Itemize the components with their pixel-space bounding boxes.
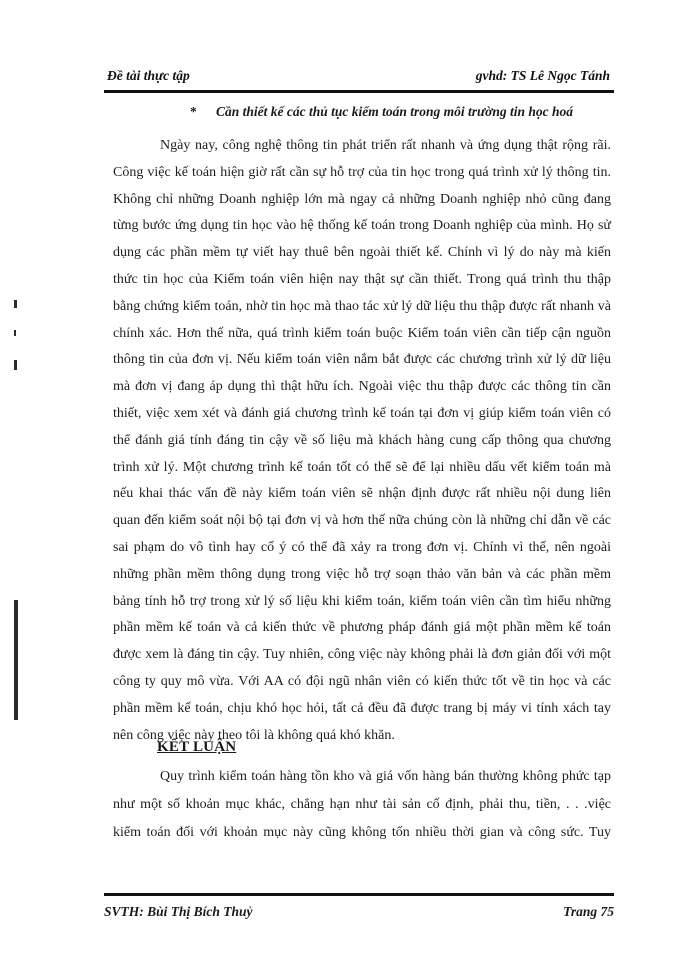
text-line: Công việc kế toán hiện giờ rất cần sự hỗ trợ của tin học trong quá trình xử lý thông tin. bbox=[113, 164, 611, 180]
header-thesis-title: Đề tài thực tập bbox=[107, 68, 190, 83]
bullet-asterisk: * bbox=[190, 104, 197, 119]
text-line: bằng chứng kiểm toán, nhờ tin học mà thao tác xử lý dữ liệu thu thập được rất nhanh và bbox=[113, 298, 611, 314]
text-line: phần mềm kế toán và cả kiến thức về phương pháp đánh giá một phần mềm kế toán bbox=[113, 620, 611, 636]
page-footer bbox=[104, 904, 614, 926]
text-line: được xem là đáng tin cậy. Tuy nhiên, công việc này không phải là đơn giản đối với một bbox=[113, 647, 611, 663]
text-line: trình xử lý. Một chương trình kế toán tốt có thể sẽ để lại nhiều dấu vết kiểm toán mà bbox=[113, 459, 611, 475]
text-line: chính xác. Hơn thế nữa, quá trình kiểm toán buộc Kiểm toán viên cần tiếp cận nguồn bbox=[113, 325, 611, 341]
section-title-text: Cần thiết kế các thủ tục kiểm toán trong môi trường tin học hoá bbox=[216, 104, 574, 119]
scan-artifact bbox=[14, 600, 18, 720]
conclusion-heading: KẾT LUẬN bbox=[157, 739, 237, 755]
scan-artifact bbox=[14, 330, 16, 336]
text-line: từng bước ứng dụng tin học vào hệ thống kế toán trong Doanh nghiệp của mình. Họ sử bbox=[113, 218, 611, 234]
text-line: kiểm toán đối với khoản mục này cũng không tốn nhiều thời gian và công sức. Tuy bbox=[113, 824, 611, 840]
page-header bbox=[107, 66, 610, 88]
text-line: phần mềm kế toán, chịu khó học hỏi, tất cả đều đã được trang bị máy vi tính xách tay bbox=[113, 700, 611, 716]
text-line: thức tin học của Kiểm toán viên hiện nay thật sự cần thiết. Trong quá trình thu thập bbox=[113, 271, 611, 287]
text-line: công ty quy mô vừa. Với AA có đội ngũ nhân viên có kiến thức tốt về tin học và các bbox=[113, 673, 611, 689]
text-line: như một số khoản mục khác, chẳng hạn như tài sản cố định, phải thu, tiền, . . .việc bbox=[113, 796, 611, 812]
section-title bbox=[190, 104, 573, 120]
header-supervisor: gvhd: TS Lê Ngọc Tánh bbox=[475, 68, 610, 83]
scan-artifact bbox=[14, 300, 17, 308]
text-line: sai phạm do vô tình hay cố ý có thể đã xảy ra trong đơn vị. Chính vì thế, nên ngoài bbox=[113, 539, 611, 555]
text-line: thiết, việc xem xét và đánh giá chương trình kế toán tại đơn vị giúp kiểm toán viên có bbox=[113, 405, 611, 421]
text-line: quan đến kiểm soát nội bộ tại đơn vị và hơn thế nữa chúng còn là những chỉ dẫn về các bbox=[113, 513, 611, 529]
header-rule bbox=[104, 90, 614, 93]
text-line: Ngày nay, công nghệ thông tin phát triển rất nhanh và ứng dụng thật rộng rãi. bbox=[160, 138, 611, 153]
text-line: Không chỉ những Doanh nghiệp lớn mà ngay cả những Doanh nghiệp nhỏ cũng đang bbox=[113, 191, 611, 207]
paragraph-it-audit bbox=[113, 133, 611, 749]
scan-artifact bbox=[14, 360, 17, 370]
text-line: nếu khai thác vấn đề này kiểm toán viên sẽ nhận định được rất nhiều nội dung liên bbox=[113, 486, 611, 502]
text-line: bảng tính hỗ trợ trong xử lý số liệu khi kiểm toán, kiểm toán viên cần tìm hiểu những bbox=[113, 593, 611, 609]
text-line: những phần mềm thông dụng trong việc hỗ trợ soạn thảo văn bản và các phần mềm bbox=[113, 566, 611, 582]
footer-student: SVTH: Bùi Thị Bích Thuỷ bbox=[104, 904, 253, 919]
text-line: nên công việc này theo tôi là không quá khó khăn. bbox=[113, 727, 395, 743]
paragraph-conclusion bbox=[113, 763, 611, 846]
footer-page-number: Trang 75 bbox=[563, 904, 614, 919]
footer-rule bbox=[104, 893, 614, 896]
text-line: mà đơn vị đang áp dụng thì thật hữu ích. Ngoài việc thu thập được các thông tin cần bbox=[113, 379, 611, 395]
text-line: thông tin của đơn vị. Nếu kiểm toán viên nắm bắt được các chương trình xử lý dữ liệu bbox=[113, 352, 611, 368]
text-line: dụng các phần mềm tự viết hay thuê bên ngoài thiết kế. Chính vì lý do này mà kiến bbox=[113, 245, 611, 261]
text-line: Quy trình kiểm toán hàng tồn kho và giá vốn hàng bán thường không phức tạp bbox=[160, 769, 611, 784]
text-line: thể đánh giá tính đáng tin cậy về số liệu mà khách hàng cung cấp thông qua chương bbox=[113, 432, 611, 448]
